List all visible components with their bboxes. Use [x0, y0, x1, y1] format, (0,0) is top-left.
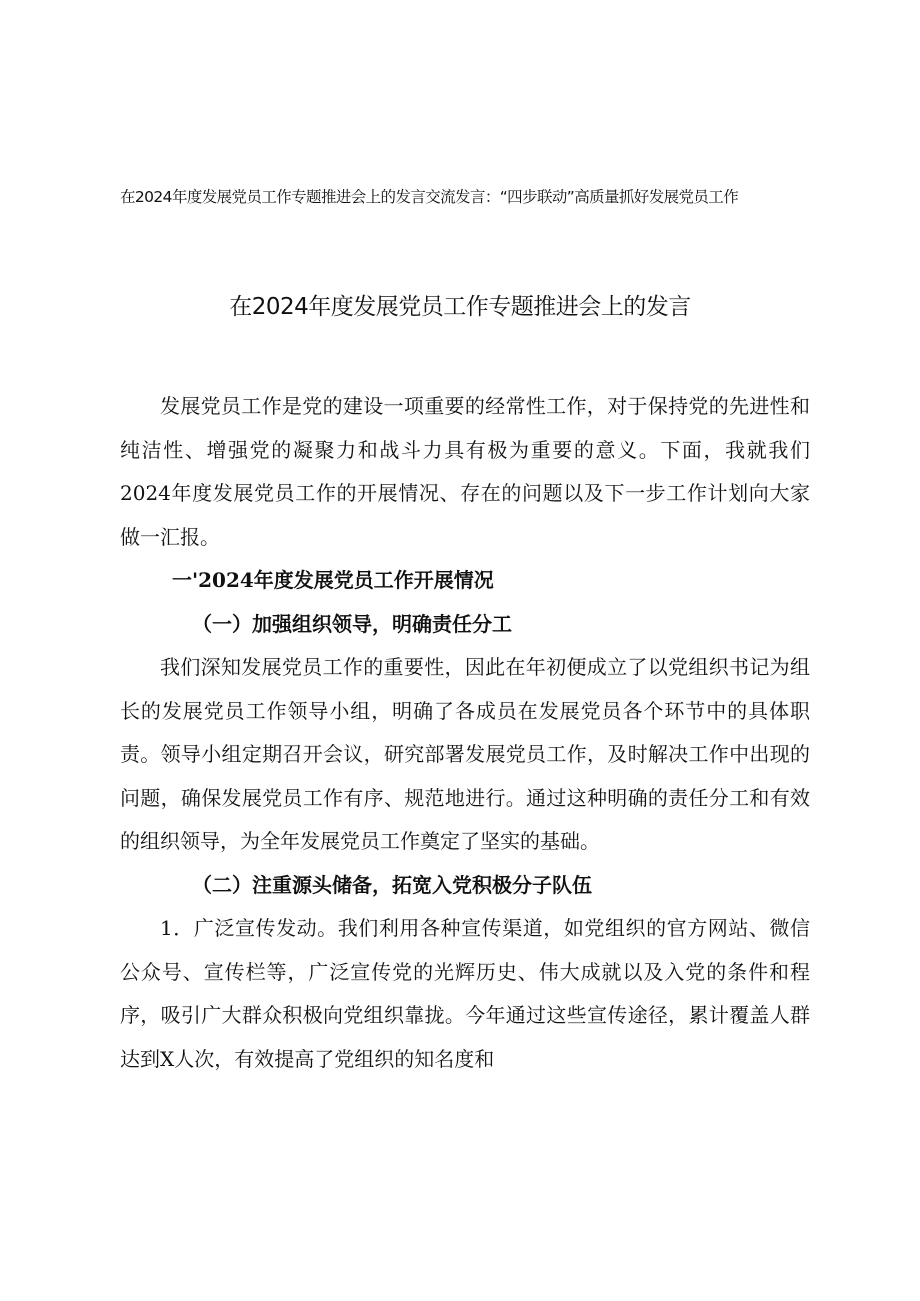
section-heading-1: 一'2024年度发展党员工作开展情况 — [172, 568, 494, 592]
subsection-heading-2: （二）注重源头储备，拓宽入党积极分子队伍 — [192, 872, 592, 897]
page-title: 在2024年度发展党员工作专题推进会上的发言 — [229, 294, 691, 320]
item-1-paragraph: 1．广泛宣传发动。我们利用各种宣传渠道，如党组织的官方网站、微信公众号、宣传栏等，广泛宣传党的光辉历史、伟大成就以及入党的条件和程序，吸引广大群众积极向党组织靠拢。今年通过这些宣传途径，累计覆盖人群达到X人次，有效提高了党组织的知名度和 — [120, 916, 810, 1071]
subsection-heading-1: （一）加强组织领导，明确责任分工 — [192, 611, 512, 636]
intro-paragraph: 发展党员工作是党的建设一项重要的经常性工作，对于保持党的先进性和纯洁性、增强党的凝聚力和战斗力具有极为重要的意义。下面，我就我们2024年度发展党员工作的开展情况、存在的问题以及下一步工作计划向大家做一汇报。 — [120, 394, 810, 549]
document-header-title: 在2024年度发展党员工作专题推进会上的发言交流发言：“四步联动”高质量抓好发展党员工作 — [120, 188, 739, 206]
subsection-1-paragraph: 我们深知发展党员工作的重要性，因此在年初便成立了以党组织书记为组长的发展党员工作领导小组，明确了各成员在发展党员各个环节中的具体职责。领导小组定期召开会议，研究部署发展党员工作，及时解决工作中出现的问题，确保发展党员工作有序、规范地进行。通过这种明确的责任分工和有效的组织领导，为全年发展党员工作奠定了坚实的基础。 — [120, 655, 810, 853]
document-body — [120, 385, 810, 1081]
